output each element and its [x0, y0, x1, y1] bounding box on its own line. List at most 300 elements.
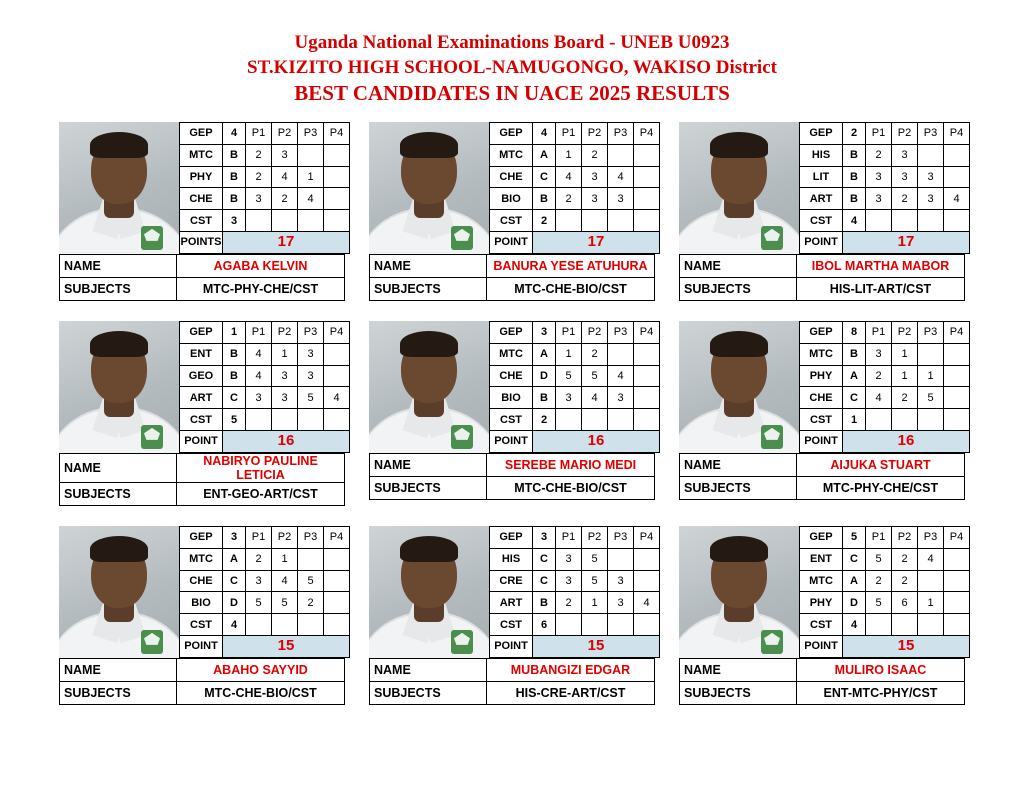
school-crest-icon — [761, 226, 783, 250]
marks-row — [800, 166, 970, 188]
marks-row — [800, 387, 970, 409]
points-row — [180, 232, 350, 254]
points-value: 17 — [533, 232, 660, 254]
paper-score — [866, 409, 892, 431]
subject-code: PHY — [800, 592, 843, 614]
subject-grade: 2 — [533, 210, 556, 232]
card-top — [679, 321, 965, 453]
points-row — [180, 431, 350, 453]
marks-row — [800, 570, 970, 592]
points-value: 15 — [843, 636, 970, 658]
points-value: 17 — [843, 232, 970, 254]
paper-score — [634, 570, 660, 592]
paper-score: 3 — [556, 387, 582, 409]
points-label: POINT — [180, 636, 223, 658]
candidate-photo — [369, 321, 489, 453]
candidate-info-table — [679, 254, 965, 301]
paper-score: 3 — [892, 166, 918, 188]
subject-grade: 4 — [223, 614, 246, 636]
paper-score: 3 — [918, 188, 944, 210]
paper-score — [944, 592, 970, 614]
paper-score — [582, 614, 608, 636]
paper-score: 5 — [246, 592, 272, 614]
marks-row — [180, 343, 350, 365]
subject-grade: 4 — [533, 122, 556, 144]
subject-code: GEP — [180, 321, 223, 343]
subject-grade: A — [533, 144, 556, 166]
marks-row — [800, 526, 970, 548]
paper-score: 6 — [892, 592, 918, 614]
candidate-info-table — [59, 658, 345, 705]
paper-header: P3 — [608, 526, 634, 548]
candidate-photo — [369, 122, 489, 254]
marks-row — [800, 210, 970, 232]
paper-score: 5 — [582, 570, 608, 592]
header-line-school: ST.KIZITO HIGH SCHOOL-NAMUGONGO, WAKISO District — [247, 57, 777, 79]
candidate-name: ABAHO SAYYID — [177, 658, 345, 681]
candidate-info-table — [369, 254, 655, 301]
photo-hair — [400, 536, 458, 562]
candidate-subjects: MTC-PHY-CHE/CST — [177, 277, 345, 300]
subject-grade: 3 — [533, 526, 556, 548]
paper-score — [608, 343, 634, 365]
paper-score — [272, 210, 298, 232]
paper-header: P4 — [944, 321, 970, 343]
paper-score — [324, 144, 350, 166]
points-label: POINT — [490, 232, 533, 254]
paper-score: 3 — [556, 548, 582, 570]
subjects-label: SUBJECTS — [370, 681, 487, 704]
paper-score — [272, 409, 298, 431]
subject-grade: C — [533, 166, 556, 188]
subjects-row — [60, 277, 345, 300]
subject-code: MTC — [180, 548, 223, 570]
paper-score — [246, 409, 272, 431]
subject-grade: 5 — [843, 526, 866, 548]
candidate-subjects: ENT-MTC-PHY/CST — [797, 681, 965, 704]
subject-code: PHY — [180, 166, 223, 188]
subject-code: MTC — [490, 144, 533, 166]
card-top — [679, 526, 965, 658]
marks-table — [179, 321, 350, 453]
candidate-card — [369, 321, 655, 506]
paper-score: 3 — [608, 592, 634, 614]
paper-score: 4 — [246, 365, 272, 387]
paper-score — [608, 210, 634, 232]
paper-score — [634, 365, 660, 387]
subjects-label: SUBJECTS — [680, 681, 797, 704]
name-label: NAME — [680, 453, 797, 476]
points-row — [490, 232, 660, 254]
name-row — [60, 453, 345, 482]
subject-code: GEP — [180, 122, 223, 144]
paper-score: 4 — [634, 592, 660, 614]
marks-row — [490, 210, 660, 232]
school-crest-icon — [141, 226, 163, 250]
paper-score — [556, 614, 582, 636]
candidate-name: MUBANGIZI EDGAR — [487, 658, 655, 681]
paper-score — [892, 614, 918, 636]
paper-header: P1 — [556, 321, 582, 343]
points-label: POINTS — [180, 232, 223, 254]
paper-score — [918, 409, 944, 431]
subjects-label: SUBJECTS — [370, 476, 487, 499]
paper-score — [324, 166, 350, 188]
subject-code: CST — [490, 614, 533, 636]
subject-code: ENT — [180, 343, 223, 365]
subjects-label: SUBJECTS — [370, 277, 487, 300]
paper-header: P2 — [892, 122, 918, 144]
paper-header: P1 — [866, 321, 892, 343]
subject-code: CHE — [490, 365, 533, 387]
marks-table — [799, 122, 970, 254]
name-label: NAME — [60, 658, 177, 681]
marks-table — [489, 122, 660, 254]
subject-grade: B — [223, 365, 246, 387]
marks-row — [490, 592, 660, 614]
paper-score: 4 — [608, 365, 634, 387]
subject-grade: B — [533, 592, 556, 614]
points-label: POINT — [800, 636, 843, 658]
subject-grade: B — [843, 343, 866, 365]
subject-grade: 1 — [843, 409, 866, 431]
paper-score: 2 — [892, 548, 918, 570]
name-row — [680, 254, 965, 277]
paper-header: P4 — [324, 122, 350, 144]
paper-score — [634, 210, 660, 232]
paper-score: 2 — [866, 365, 892, 387]
points-row — [800, 232, 970, 254]
card-top — [59, 526, 345, 658]
paper-score: 4 — [246, 343, 272, 365]
subjects-row — [680, 681, 965, 704]
subject-grade: B — [843, 144, 866, 166]
subjects-label: SUBJECTS — [60, 681, 177, 704]
subject-grade: 3 — [223, 210, 246, 232]
subject-grade: B — [533, 188, 556, 210]
paper-header: P1 — [866, 526, 892, 548]
name-label: NAME — [60, 453, 177, 482]
paper-header: P1 — [556, 526, 582, 548]
subjects-row — [60, 482, 345, 505]
marks-row — [490, 409, 660, 431]
paper-score — [246, 210, 272, 232]
subject-code: PHY — [800, 365, 843, 387]
paper-score — [944, 548, 970, 570]
marks-row — [800, 188, 970, 210]
paper-score: 1 — [298, 166, 324, 188]
subject-code: CHE — [490, 166, 533, 188]
subject-grade: 5 — [223, 409, 246, 431]
candidate-photo — [369, 526, 489, 658]
paper-score — [608, 409, 634, 431]
subject-grade: A — [533, 343, 556, 365]
subject-code: ENT — [800, 548, 843, 570]
paper-header: P3 — [298, 122, 324, 144]
paper-score — [944, 210, 970, 232]
marks-row — [180, 409, 350, 431]
paper-score — [298, 614, 324, 636]
points-value: 16 — [223, 431, 350, 453]
marks-row — [490, 122, 660, 144]
subject-code: HIS — [800, 144, 843, 166]
subject-grade: 2 — [533, 409, 556, 431]
photo-hair — [400, 132, 458, 158]
subject-code: GEP — [800, 321, 843, 343]
paper-score: 3 — [608, 188, 634, 210]
subject-grade: 6 — [533, 614, 556, 636]
subject-grade: B — [843, 166, 866, 188]
candidate-card — [679, 122, 965, 301]
marks-row — [800, 321, 970, 343]
subject-code: BIO — [490, 387, 533, 409]
subjects-row — [370, 277, 655, 300]
candidate-subjects: ENT-GEO-ART/CST — [177, 482, 345, 505]
candidate-subjects: MTC-CHE-BIO/CST — [487, 476, 655, 499]
paper-score — [298, 144, 324, 166]
subject-code: GEP — [800, 526, 843, 548]
paper-score — [324, 365, 350, 387]
paper-score: 3 — [582, 166, 608, 188]
paper-header: P4 — [634, 321, 660, 343]
paper-header: P3 — [298, 526, 324, 548]
paper-score: 4 — [608, 166, 634, 188]
paper-header: P4 — [324, 321, 350, 343]
paper-score — [634, 144, 660, 166]
candidate-subjects: MTC-CHE-BIO/CST — [177, 681, 345, 704]
paper-score: 5 — [298, 570, 324, 592]
subject-code: CST — [180, 614, 223, 636]
subject-grade: C — [533, 548, 556, 570]
subject-code: CRE — [490, 570, 533, 592]
marks-table — [179, 122, 350, 254]
paper-score — [944, 144, 970, 166]
school-crest-icon — [141, 630, 163, 654]
subject-code: CST — [800, 614, 843, 636]
paper-score: 3 — [608, 387, 634, 409]
paper-score — [944, 365, 970, 387]
subject-code: CHE — [180, 188, 223, 210]
marks-row — [180, 592, 350, 614]
subject-code: HIS — [490, 548, 533, 570]
paper-score: 2 — [246, 548, 272, 570]
candidate-name: BANURA YESE ATUHURA — [487, 254, 655, 277]
paper-score — [324, 210, 350, 232]
candidate-name: AIJUKA STUART — [797, 453, 965, 476]
marks-row — [490, 188, 660, 210]
subject-grade: 2 — [843, 122, 866, 144]
subject-code: ART — [490, 592, 533, 614]
paper-score — [298, 210, 324, 232]
paper-score: 2 — [892, 188, 918, 210]
marks-row — [800, 343, 970, 365]
paper-score — [582, 210, 608, 232]
photo-hair — [400, 331, 458, 357]
subject-code: CST — [490, 210, 533, 232]
paper-score: 1 — [892, 343, 918, 365]
subject-code: CST — [800, 210, 843, 232]
paper-score — [556, 210, 582, 232]
photo-hair — [90, 132, 148, 158]
paper-score: 1 — [918, 592, 944, 614]
paper-score: 2 — [556, 592, 582, 614]
paper-score: 4 — [944, 188, 970, 210]
name-label: NAME — [680, 254, 797, 277]
candidate-photo — [679, 122, 799, 254]
paper-score — [918, 210, 944, 232]
points-row — [800, 431, 970, 453]
subject-code: CST — [180, 409, 223, 431]
subject-code: CST — [490, 409, 533, 431]
subject-grade: 4 — [843, 210, 866, 232]
subject-grade: D — [533, 365, 556, 387]
subjects-label: SUBJECTS — [60, 277, 177, 300]
marks-row — [180, 570, 350, 592]
paper-score: 3 — [918, 166, 944, 188]
paper-score — [298, 409, 324, 431]
paper-score: 2 — [582, 144, 608, 166]
paper-header: P2 — [272, 526, 298, 548]
subjects-label: SUBJECTS — [680, 277, 797, 300]
paper-score: 1 — [556, 144, 582, 166]
subject-code: ART — [800, 188, 843, 210]
paper-score: 2 — [582, 343, 608, 365]
name-label: NAME — [370, 254, 487, 277]
subject-code: GEP — [180, 526, 223, 548]
paper-score: 2 — [892, 570, 918, 592]
paper-score — [272, 614, 298, 636]
marks-row — [490, 144, 660, 166]
paper-score — [556, 409, 582, 431]
paper-header: P3 — [608, 321, 634, 343]
points-value: 15 — [223, 636, 350, 658]
subjects-row — [370, 681, 655, 704]
paper-score — [608, 548, 634, 570]
candidate-subjects: HIS-CRE-ART/CST — [487, 681, 655, 704]
paper-score — [866, 210, 892, 232]
paper-header: P4 — [944, 526, 970, 548]
subject-grade: C — [843, 387, 866, 409]
subject-grade: A — [223, 548, 246, 570]
paper-score: 5 — [866, 548, 892, 570]
points-label: POINT — [800, 232, 843, 254]
paper-score — [324, 548, 350, 570]
paper-score — [634, 614, 660, 636]
marks-row — [180, 166, 350, 188]
paper-score — [324, 409, 350, 431]
subject-grade: 8 — [843, 321, 866, 343]
paper-header: P1 — [246, 122, 272, 144]
paper-score: 1 — [918, 365, 944, 387]
paper-score — [608, 614, 634, 636]
subject-grade: C — [223, 570, 246, 592]
paper-header: P2 — [272, 122, 298, 144]
candidate-name: AGABA KELVIN — [177, 254, 345, 277]
candidate-card — [369, 526, 655, 705]
points-row — [800, 636, 970, 658]
name-row — [370, 658, 655, 681]
paper-score — [324, 592, 350, 614]
marks-row — [180, 321, 350, 343]
paper-header: P2 — [582, 122, 608, 144]
paper-score: 3 — [246, 188, 272, 210]
paper-score — [944, 387, 970, 409]
paper-score — [324, 614, 350, 636]
subjects-label: SUBJECTS — [60, 482, 177, 505]
marks-row — [180, 365, 350, 387]
subject-grade: A — [843, 570, 866, 592]
paper-score: 4 — [272, 166, 298, 188]
paper-score: 3 — [272, 365, 298, 387]
paper-score — [634, 387, 660, 409]
candidate-info-table — [369, 453, 655, 500]
paper-score — [918, 614, 944, 636]
candidates-grid — [0, 122, 1024, 705]
paper-score — [634, 343, 660, 365]
name-label: NAME — [680, 658, 797, 681]
subject-grade: B — [223, 343, 246, 365]
subject-code: GEP — [490, 526, 533, 548]
marks-row — [490, 526, 660, 548]
header-line-title: BEST CANDIDATES IN UACE 2025 RESULTS — [294, 81, 730, 106]
paper-header: P2 — [582, 526, 608, 548]
paper-score: 3 — [272, 144, 298, 166]
subject-grade: 4 — [843, 614, 866, 636]
paper-header: P4 — [634, 526, 660, 548]
paper-header: P1 — [556, 122, 582, 144]
subject-code: MTC — [180, 144, 223, 166]
candidate-name: IBOL MARTHA MABOR — [797, 254, 965, 277]
candidate-subjects: HIS-LIT-ART/CST — [797, 277, 965, 300]
name-row — [680, 658, 965, 681]
candidate-photo — [679, 321, 799, 453]
paper-score: 4 — [272, 570, 298, 592]
candidate-photo — [59, 526, 179, 658]
subject-code: GEO — [180, 365, 223, 387]
paper-header: P3 — [918, 321, 944, 343]
points-row — [490, 431, 660, 453]
paper-header: P1 — [246, 321, 272, 343]
points-row — [490, 636, 660, 658]
paper-score: 5 — [918, 387, 944, 409]
name-row — [680, 453, 965, 476]
subjects-row — [60, 681, 345, 704]
candidate-photo — [59, 321, 179, 453]
paper-score: 3 — [298, 365, 324, 387]
marks-table — [799, 526, 970, 658]
paper-header: P4 — [634, 122, 660, 144]
paper-header: P2 — [272, 321, 298, 343]
marks-table — [489, 526, 660, 658]
paper-score — [944, 614, 970, 636]
paper-score — [892, 409, 918, 431]
subject-grade: C — [533, 570, 556, 592]
paper-score: 4 — [298, 188, 324, 210]
card-top — [369, 122, 655, 254]
paper-score: 2 — [246, 166, 272, 188]
candidate-name: NABIRYO PAULINE LETICIA — [177, 453, 345, 482]
paper-header: P4 — [944, 122, 970, 144]
paper-header: P3 — [608, 122, 634, 144]
subject-grade: 3 — [533, 321, 556, 343]
school-crest-icon — [451, 226, 473, 250]
paper-score: 1 — [272, 548, 298, 570]
paper-header: P1 — [866, 122, 892, 144]
paper-score — [634, 548, 660, 570]
subject-code: GEP — [490, 122, 533, 144]
subject-grade: B — [843, 188, 866, 210]
subject-grade: B — [223, 144, 246, 166]
